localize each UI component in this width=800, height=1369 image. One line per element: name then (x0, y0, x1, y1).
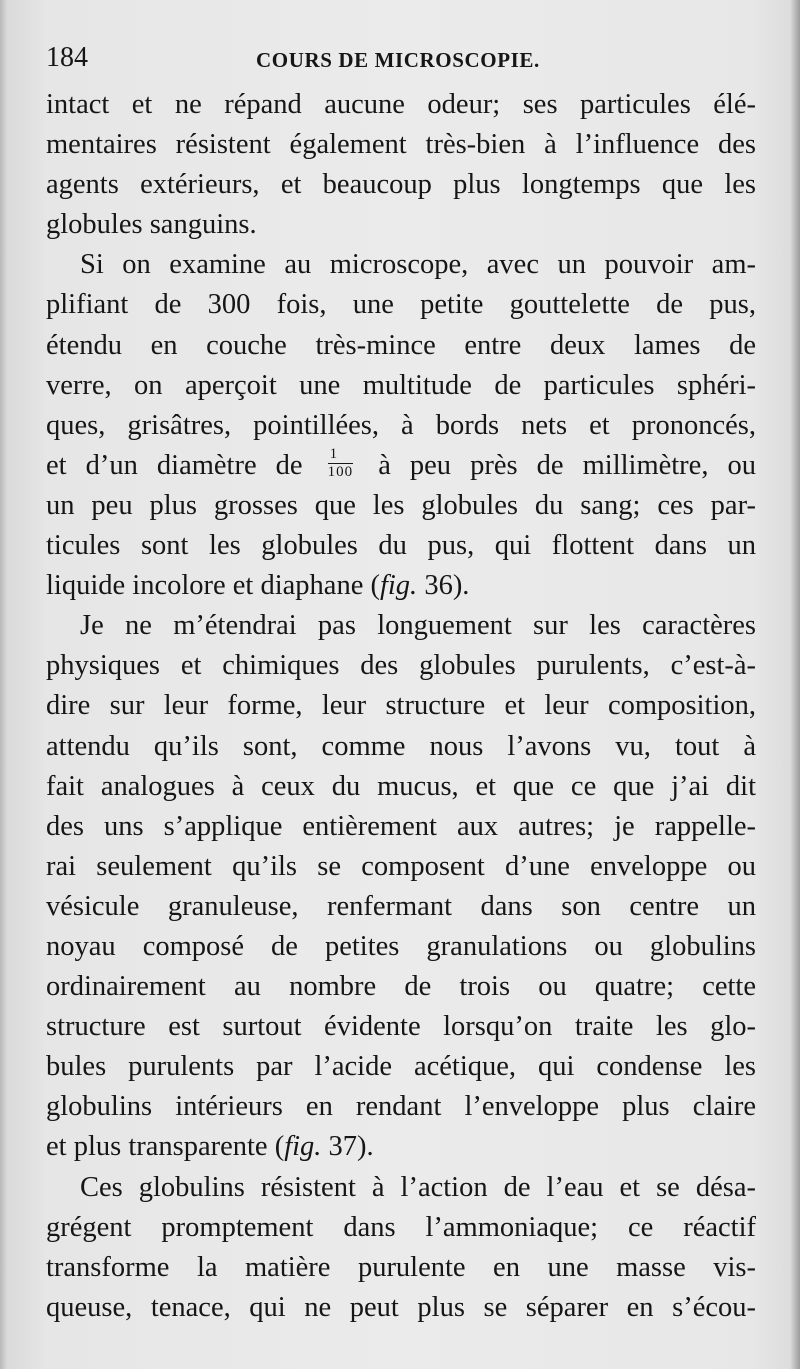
text-segment: liquide incolore et diaphane ( (46, 570, 380, 602)
figure-reference: fig. (284, 1131, 322, 1163)
paragraph-start-line: Si on examine au microscope, avec un pouvoir am- (80, 249, 756, 281)
text-line: fait analogues à ceux du mucus, et que ce que j’ai dit (46, 770, 756, 802)
text-segment: et d’un diamètre de (46, 449, 303, 481)
page-number: 184 (46, 42, 88, 73)
running-head: COURS DE MICROSCOPIE. (256, 48, 540, 72)
text-line: globules sanguins. (46, 209, 257, 241)
text-line: étendu en couche très-mince entre deux lames de (46, 329, 756, 361)
fraction (328, 447, 354, 480)
text-line: ques, grisâtres, pointillées, à bords nets et prononcés, (46, 409, 756, 441)
text-segment: à peu près de millimètre, ou (378, 449, 757, 481)
text-line: bules purulents par l’acide acétique, qui condense les (46, 1051, 756, 1083)
paragraph-start-line: Je ne m’étendrai pas longuement sur les caractères (80, 610, 756, 642)
text-line: des uns s’applique entièrement aux autres; je rappelle- (46, 810, 756, 842)
body-text (46, 85, 756, 1328)
page-right-edge-shadow (790, 0, 800, 1369)
paragraph-start-line: Ces globulins résistent à l’action de l’eau et se désa- (80, 1171, 756, 1203)
text-line: plifiant de 300 fois, une petite gouttelette de pus, (46, 289, 756, 321)
text-line: structure est surtout évidente lorsqu’on traite les glo- (46, 1011, 756, 1043)
text-line: transforme la matière purulente en une masse vis- (46, 1251, 756, 1283)
page-left-edge-shadow (0, 0, 7, 1369)
text-line: grégent promptement dans l’ammoniaque; ce réactif (46, 1211, 756, 1243)
text-line: dire sur leur forme, leur structure et leur composition, (46, 690, 756, 722)
text-line: ticules sont les globules du pus, qui flottent dans un (46, 530, 756, 562)
text-line: noyau composé de petites granulations ou globulins (46, 930, 756, 962)
text-segment: et plus transparente ( (46, 1131, 285, 1163)
fraction-numerator: 1 (328, 447, 354, 464)
text-segment: 37). (321, 1131, 374, 1163)
text-line: physiques et chimiques des globules purulents, c’est-à- (46, 650, 756, 682)
figure-reference: fig. (379, 570, 418, 602)
text-line: verre, on aperçoit une multitude de particules sphéri- (46, 369, 756, 401)
text-line (46, 1127, 756, 1167)
fraction-denominator: 100 (327, 463, 354, 480)
text-line: attendu qu’ils sont, comme nous l’avons vu, tout à (46, 730, 756, 762)
text-segment: 36). (417, 570, 470, 602)
text-line: rai seulement qu’ils se composent d’une enveloppe ou (46, 850, 756, 882)
text-line: un peu plus grosses que les globules du sang; ces par- (46, 489, 756, 521)
text-line: vésicule granuleuse, renfermant dans son centre un (46, 890, 756, 922)
text-line: mentaires résistent également très-bien à l’influence des (46, 129, 756, 161)
text-line (46, 566, 756, 606)
page-header (46, 42, 756, 82)
text-line: intact et ne répand aucune odeur; ses particules élé- (46, 89, 756, 120)
text-line: ordinairement au nombre de trois ou quatre; cette (46, 971, 756, 1003)
text-line: queuse, tenace, qui ne peut plus se séparer en s’écou- (46, 1291, 756, 1323)
text-line-with-fraction (46, 446, 756, 486)
text-line: agents extérieurs, et beaucoup plus longtemps que les (46, 169, 756, 201)
text-line: globulins intérieurs en rendant l’enveloppe plus claire (46, 1091, 756, 1123)
